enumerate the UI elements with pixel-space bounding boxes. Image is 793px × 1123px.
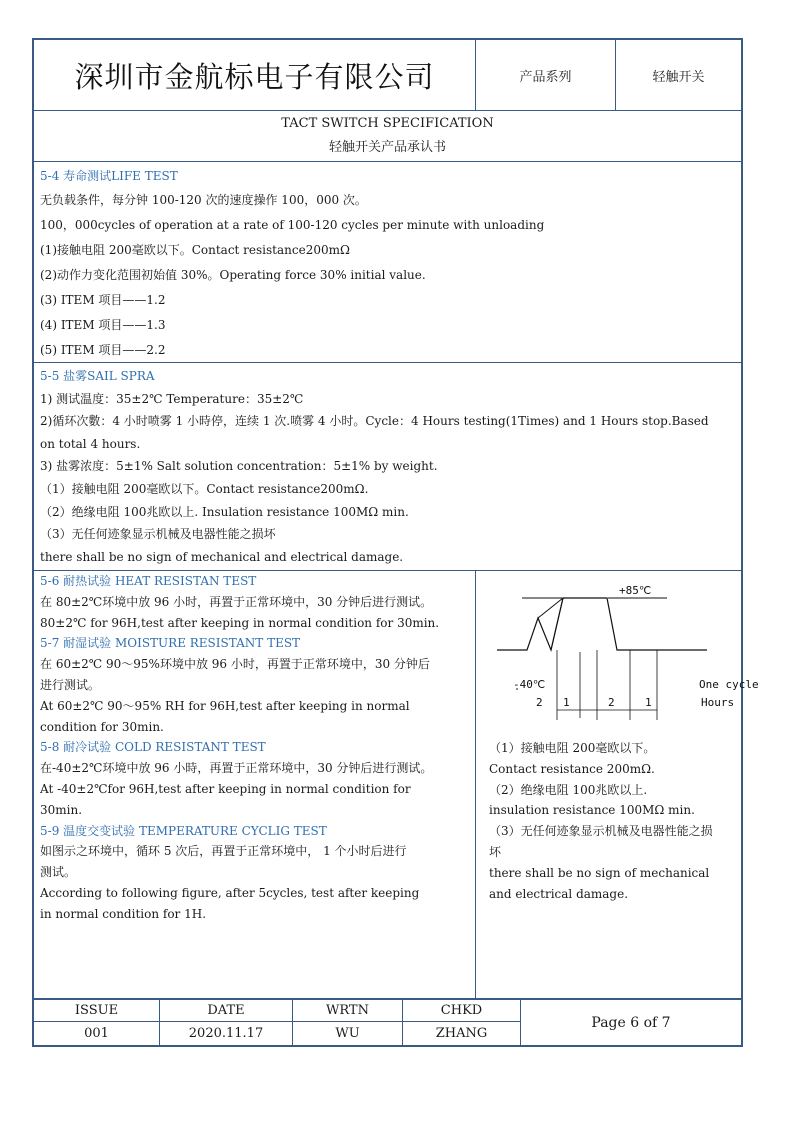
title-en: TACT SWITCH SPECIFICATION [281, 116, 494, 131]
salt-test-line: on total 4 hours. [40, 436, 141, 451]
cycle-test-line: 测试。 [40, 865, 77, 880]
diagram-segment-label: 2 [536, 696, 543, 709]
divider [34, 362, 741, 363]
life-test-line: (4) ITEM 项目——1.3 [40, 318, 166, 332]
cycle-test-heading: 5-9 温度交变试验 TEMPERATURE CYCLIG TEST [40, 823, 327, 838]
moisture-test-heading: 5-7 耐湿试验 MOISTURE RESISTANT TEST [40, 636, 301, 651]
right-col-line: there shall be no sign of mechanical [489, 865, 710, 880]
right-col-line: Contact resistance 200mΩ. [489, 761, 655, 776]
moisture-test-line: condition for 30min. [40, 719, 164, 734]
series-label: 产品系列 [519, 69, 572, 85]
salt-test-line: there shall be no sign of mechanical and electrical damage. [40, 549, 404, 564]
heat-test-heading: 5-6 耐热试验 HEAT RESISTAN TEST [40, 574, 257, 588]
diagram-cycle-label: One cycle [699, 678, 759, 691]
title-cn: 轻触开关产品承认书 [328, 140, 446, 155]
cold-test-line: 在-40±2℃环境中放 96 小時，再置于正常环境中，30 分钟后进行测试。 [40, 761, 433, 776]
divider [34, 110, 741, 111]
right-col-line: （3）无任何迹象显示机械及电器性能之损 [489, 824, 713, 839]
footer-date-value: 2020.11.17 [188, 1026, 264, 1041]
footer-chkd-value: ZHANG [435, 1026, 488, 1041]
life-test-heading: 5-4 寿命测试LIFE TEST [40, 169, 178, 183]
right-col-line: 坏 [489, 844, 502, 859]
diagram-segment-label: 1 [563, 696, 570, 709]
right-col-line: （1）接触电阻 200毫欧以下。 [489, 741, 656, 755]
salt-test-line: （1）接触电阻 200毫欧以下。Contact resistance200mΩ. [40, 481, 369, 496]
cycle-test-line: According to following figure, after 5cycles, test after keeping [40, 885, 420, 900]
company-name: 深圳市金航标电子有限公司 [74, 59, 435, 94]
diagram-segment-label: 1 [645, 696, 652, 709]
cold-test-line: At -40±2℃for 96H,test after keeping in normal condition for [40, 781, 411, 796]
life-test-section [40, 165, 544, 363]
heat-test-line: 在 80±2℃环境中放 96 小时，再置于正常环境中，30 分钟后进行测试。 [40, 594, 433, 609]
cold-test-line: 30min. [40, 802, 83, 817]
footer-issue-value: 001 [84, 1026, 109, 1041]
salt-test-line: 1) 测试温度：35±2℃ Temperature：35±2℃ [40, 391, 304, 406]
document-frame [32, 38, 759, 1047]
diagram-curve [497, 598, 707, 650]
divider [34, 161, 741, 162]
salt-test-line: 2)循环次數：4 小时喷雾 1 小時停，连续 1 次.喷雾 4 小时。Cycle：4 Hours testing(1Times) and 1 Hours stop.Based [40, 414, 709, 429]
footer-header-wrtn: WRTN [326, 1003, 369, 1018]
cycle-test-line: in normal condition for 1H. [40, 906, 207, 921]
footer-header-date: DATE [207, 1003, 245, 1018]
divider [475, 570, 476, 998]
life-test-line: (2)动作力变化范围初始值 30%。Operating force 30% initial value. [40, 268, 426, 282]
diagram-hours-label: Hours [701, 696, 735, 709]
salt-test-line: （3）无任何迹象显示机械及电器性能之损坏 [40, 527, 276, 542]
right-col-line: and electrical damage. [489, 886, 629, 901]
heat-test-line: 80±2℃ for 96H,test after keeping in normal condition for 30min. [40, 615, 440, 630]
footer-header-chkd: CHKD [440, 1003, 483, 1018]
life-test-line: 100，000cycles of operation at a rate of 100-120 cycles per minute with unloading [40, 218, 545, 232]
right-column [489, 738, 739, 904]
diagram-low-temp: -40℃ [513, 678, 546, 691]
page-number: Page 6 of 7 [591, 1014, 671, 1031]
salt-test-line: （2）绝缘电阻 100兆欧以上. Insulation resistance 100MΩ min. [40, 504, 409, 519]
salt-test-line: 3) 盐雾浓度：5±1% Salt solution concentration：5±1% by weight. [40, 459, 438, 474]
footer-header-issue: ISSUE [74, 1003, 119, 1018]
right-col-line: （2）绝缘电阻 100兆欧以上. [489, 782, 648, 797]
moisture-test-line: At 60±2℃ 90～95% RH for 96H,test after keeping in normal [40, 698, 410, 713]
cold-test-heading: 5-8 耐冷试验 COLD RESISTANT TEST [40, 740, 266, 755]
moisture-test-line: 在 60±2℃ 90～95%环境中放 96 小时，再置于正常环境中，30 分钟后 [40, 657, 430, 672]
left-column [40, 571, 470, 925]
salt-test-heading: 5-5 盐雾SAIL SPRA [40, 369, 155, 383]
diagram-segment-label: 2 [608, 696, 615, 709]
life-test-line: 无负载条件，每分钟 100-120 次的速度操作 100，000 次。 [40, 193, 367, 207]
life-test-line: (5) ITEM 项目——2.2 [40, 343, 166, 357]
moisture-test-line: 进行测试。 [40, 677, 101, 692]
cycle-test-line: 如图示之环境中，循环 5 次后，再置于正常环境中， 1 个小时后进行 [40, 844, 407, 859]
temperature-cycle-diagram [477, 580, 759, 709]
footer-wrtn-value: WU [335, 1026, 360, 1041]
life-test-line: (1)接触电阻 200毫欧以下。Contact resistance200mΩ [40, 243, 350, 257]
salt-test-section [40, 365, 709, 568]
product-name: 轻触开关 [652, 69, 705, 85]
diagram-high-temp: +85℃ [619, 584, 652, 597]
life-test-line: (3) ITEM 项目——1.2 [40, 293, 166, 307]
right-col-line: insulation resistance 100MΩ min. [489, 803, 695, 818]
